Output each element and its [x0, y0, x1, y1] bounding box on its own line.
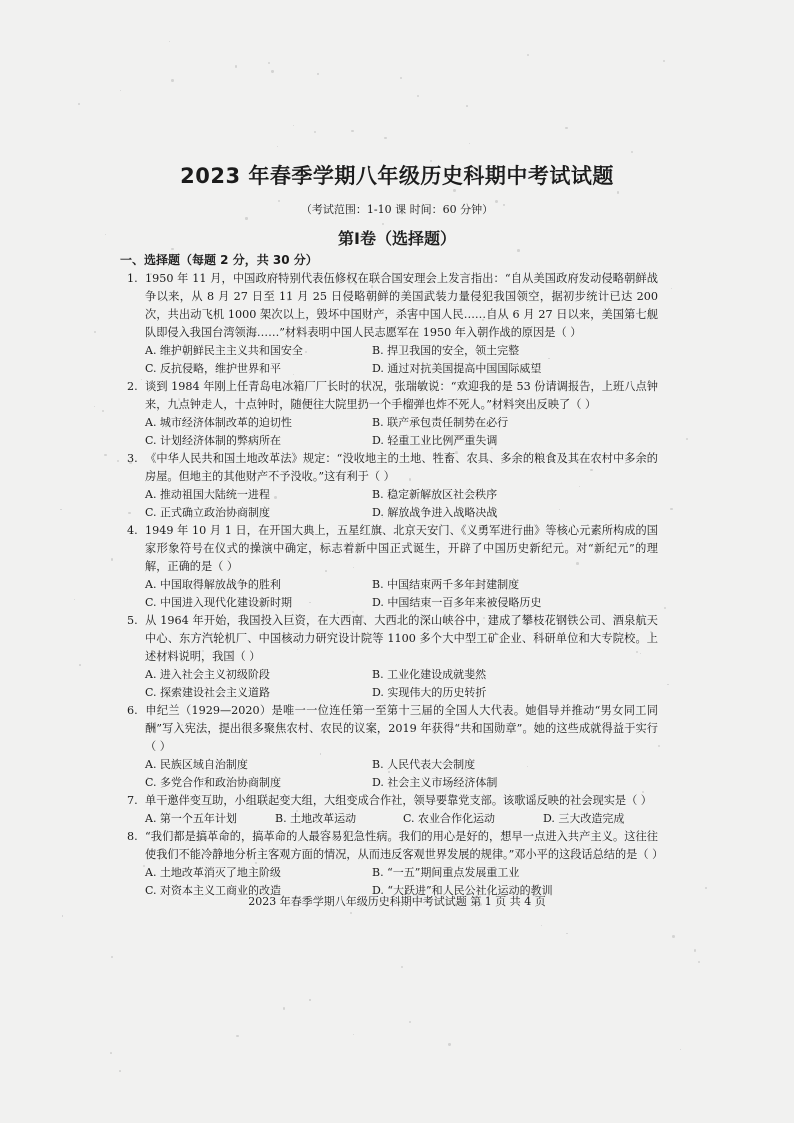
- answer-option: B. 捍卫我国的安全，领土完整: [372, 344, 520, 357]
- scan-noise-speck: [353, 1034, 354, 1035]
- answer-option: D. “大跃进”和人民公社化运动的教训: [372, 884, 553, 897]
- answer-option: A. 民族区域自治制度: [145, 758, 248, 771]
- scan-noise-speck: [382, 517, 383, 518]
- scan-noise-speck: [680, 1049, 681, 1050]
- scan-noise-speck: [384, 137, 386, 139]
- scan-noise-speck: [565, 127, 567, 129]
- answer-option: A. 进入社会主义初级阶段: [145, 668, 270, 681]
- scan-noise-speck: [566, 933, 568, 935]
- scan-noise-speck: [110, 1052, 112, 1054]
- question-stem: [118, 612, 658, 666]
- question-number: 5.: [127, 614, 138, 627]
- answer-option: C. 反抗侵略，维护世界和平: [145, 362, 282, 375]
- scan-noise-speck: [541, 925, 542, 926]
- answer-option: A. 维护朝鲜民主主义共和国安全: [145, 344, 303, 357]
- answer-option: C. 正式确立政治协商制度: [145, 506, 271, 519]
- scan-noise-speck: [296, 810, 298, 812]
- question-item: [118, 792, 658, 828]
- scan-noise-speck: [672, 935, 675, 938]
- scan-noise-speck: [74, 599, 75, 600]
- option-group: [118, 756, 658, 792]
- option-group: [118, 810, 658, 828]
- answer-option: B. 中国结束两千多年封建制度: [372, 578, 520, 591]
- question-stem: [118, 522, 658, 576]
- scan-noise-speck: [631, 151, 633, 153]
- scan-noise-speck: [317, 73, 318, 74]
- scan-noise-speck: [653, 728, 654, 729]
- question-number: 3.: [127, 452, 138, 465]
- scan-noise-speck: [469, 143, 470, 144]
- answer-option: A. 推动祖国大陆统一进程: [145, 488, 270, 501]
- scan-noise-speck: [255, 862, 256, 863]
- answer-option: D. 通过对抗美国提高中国国际威望: [372, 362, 542, 375]
- question-number: 2.: [127, 380, 138, 393]
- scan-noise-speck: [119, 1070, 121, 1072]
- scan-noise-speck: [351, 130, 354, 133]
- answer-option: A. 土地改革消灭了地主阶级: [145, 866, 281, 879]
- question-item: [118, 270, 658, 378]
- scan-noise-speck: [293, 125, 294, 126]
- answer-option: C. 计划经济体制的弊病所在: [145, 434, 282, 447]
- scan-noise-speck: [503, 204, 504, 205]
- scan-noise-speck: [548, 358, 549, 359]
- exam-meta: （考试范围：1-10 课 时间：60 分钟）: [300, 203, 494, 216]
- scan-noise-speck: [111, 558, 113, 560]
- scan-noise-speck: [283, 1007, 285, 1009]
- option-group: [118, 666, 658, 702]
- scan-noise-speck: [236, 1035, 238, 1037]
- scan-noise-speck: [178, 398, 181, 401]
- scan-noise-speck: [111, 956, 113, 958]
- scan-noise-speck: [60, 509, 62, 511]
- scan-noise-speck: [353, 567, 354, 568]
- scan-noise-speck: [663, 60, 665, 62]
- scan-noise-speck: [527, 54, 529, 56]
- scan-noise-speck: [314, 131, 316, 133]
- scan-noise-speck: [527, 327, 530, 330]
- answer-option: C. 探索建设社会主义道路: [145, 686, 271, 699]
- answer-option: B. 土地改革运动: [275, 812, 357, 825]
- option-group: [118, 576, 658, 612]
- scan-noise-speck: [271, 70, 273, 72]
- scan-noise-speck: [509, 713, 511, 715]
- question-number: 4.: [127, 524, 138, 537]
- scan-noise-speck: [650, 631, 652, 633]
- scan-noise-speck: [350, 912, 352, 914]
- scan-noise-speck: [453, 189, 456, 192]
- scan-noise-speck: [620, 821, 623, 824]
- scan-noise-speck: [245, 217, 247, 219]
- scan-noise-speck: [658, 745, 660, 747]
- answer-option: C. 农业合作化运动: [403, 812, 496, 825]
- question-item: [118, 450, 658, 522]
- scan-noise-speck: [448, 1043, 450, 1045]
- answer-option: B. “一五”期间重点发展重工业: [372, 866, 520, 879]
- scan-noise-speck: [400, 77, 403, 80]
- scan-noise-speck: [698, 961, 700, 963]
- scan-noise-speck: [79, 664, 81, 666]
- option-group: [118, 342, 658, 378]
- question-stem: [118, 270, 658, 342]
- answer-option: C. 中国进入现代化建设新时期: [145, 596, 293, 609]
- scan-noise-speck: [120, 90, 122, 92]
- question-stem: [118, 828, 664, 864]
- question-stem: [118, 702, 658, 756]
- question-item: [118, 522, 658, 612]
- question-text: 单干邀伴变互助，小组联起变大组，大组变成合作社，领导要靠党支部。该歌谣反映的社会现实是（ ）: [145, 794, 652, 807]
- question-stem: [118, 792, 658, 810]
- scan-noise-speck: [143, 865, 145, 867]
- scan-noise-speck: [309, 999, 310, 1000]
- scan-noise-speck: [686, 438, 689, 441]
- scan-noise-speck: [670, 508, 673, 511]
- question-text: 申纪兰（1929—2020）是唯一一位连任第一至第十三届的全国人大代表。她倡导并推动“男女同工同酬”写入宪法，提出很多聚焦农村、农民的议案，2019 年获得“共和国勋章”。她的这些成就得益于实行（ ）: [145, 704, 658, 753]
- answer-option: D. 轻重工业比例严重失调: [372, 434, 498, 447]
- scan-noise-speck: [277, 146, 278, 147]
- scan-noise-speck: [278, 200, 280, 202]
- question-text: 《中华人民共和国土地改革法》规定：“没收地主的土地、牲畜、农具、多余的粮食及其在农村中多余的房屋。但地主的其他财产不予没收。”这有利于（ ）: [145, 452, 658, 483]
- question-item: [118, 378, 658, 450]
- scan-noise-speck: [94, 331, 96, 333]
- scan-noise-speck: [409, 1021, 411, 1023]
- scan-noise-speck: [305, 351, 307, 353]
- scan-noise-speck: [705, 887, 707, 889]
- scan-noise-speck: [62, 915, 63, 916]
- scan-noise-speck: [102, 410, 104, 412]
- scan-noise-speck: [417, 95, 419, 97]
- question-item: [118, 702, 658, 792]
- scan-noise-speck: [462, 387, 465, 390]
- scan-noise-speck: [129, 461, 132, 464]
- question-stem: [118, 450, 658, 486]
- scan-noise-speck: [337, 274, 339, 276]
- answer-option: C. 多党合作和政治协商制度: [145, 776, 282, 789]
- scan-noise-speck: [491, 447, 493, 449]
- question-text: 谈到 1984 年刚上任青岛电冰箱厂厂长时的状况，张瑞敏说：“欢迎我的是 53 份请调报告，上班八点钟来，九点钟走人，十点钟时，随便往大院里扔一个手榴弹也炸不死人。”材料突出反映了（ ）: [145, 380, 658, 411]
- scan-noise-speck: [517, 249, 520, 252]
- question-stem: [118, 378, 658, 414]
- question-number: 8.: [127, 830, 138, 843]
- scan-noise-speck: [325, 570, 327, 572]
- scan-noise-speck: [304, 526, 305, 527]
- scan-noise-speck: [550, 177, 551, 178]
- scan-noise-speck: [292, 404, 295, 407]
- question-number: 6.: [127, 704, 138, 717]
- scan-noise-speck: [617, 191, 620, 194]
- scan-noise-speck: [181, 724, 183, 726]
- scan-noise-speck: [354, 282, 357, 285]
- answer-option: D. 社会主义市场经济体制: [372, 776, 498, 789]
- scan-noise-speck: [337, 612, 338, 613]
- exam-title: 2023 年春季学期八年级历史科期中考试试题: [180, 164, 614, 188]
- scan-noise-speck: [169, 41, 170, 42]
- answer-option: D. 三大改造完成: [543, 812, 625, 825]
- question-item: [118, 612, 658, 702]
- scan-noise-speck: [287, 298, 290, 301]
- scan-noise-speck: [636, 651, 638, 653]
- scan-noise-speck: [479, 903, 482, 906]
- scan-noise-speck: [104, 454, 107, 457]
- scan-noise-speck: [268, 62, 270, 64]
- question-text: 1950 年 11 月，中国政府特别代表伍修权在联合国安理会上发言指出：“自从美国政府发动侵略朝鲜战争以来，从 8 月 27 日至 11 月 25 日侵略朝鲜的美国武装力量侵犯我国领空，据初步统计已达 200 次，共出动飞机 1000 架次以上，毁坏中国财产，杀害中国人民……自从 6 月 27 日以来，美国第七舰队即侵入我国台湾领海……”材料表明中国人民志愿军在 1950 年入朝作战的原因是（ ）: [145, 272, 658, 339]
- answer-option: D. 解放战争进入战略决战: [372, 506, 498, 519]
- option-group: [118, 414, 658, 450]
- scan-noise-speck: [667, 684, 668, 685]
- page-footer: 2023 年春季学期八年级历史科期中考试试题 第 1 页 共 4 页: [248, 895, 546, 908]
- question-number: 1.: [127, 272, 138, 285]
- question-number: 7.: [127, 794, 138, 807]
- answer-option: B. 工业化建设成就斐然: [372, 668, 487, 681]
- part-heading: 一、选择题（每题 2 分，共 30 分）: [120, 253, 318, 267]
- scan-noise-speck: [361, 615, 363, 617]
- scan-noise-speck: [664, 607, 667, 610]
- answer-option: B. 人民代表大会制度: [372, 758, 476, 771]
- answer-option: D. 中国结束一百多年来被侵略历史: [372, 596, 542, 609]
- scan-noise-speck: [466, 489, 468, 491]
- answer-option: A. 中国取得解放战争的胜利: [145, 578, 281, 591]
- scan-noise-speck: [671, 288, 672, 289]
- scan-noise-speck: [576, 562, 579, 565]
- scan-noise-speck: [199, 179, 200, 180]
- question-item: [118, 828, 664, 900]
- scan-noise-speck: [466, 105, 468, 107]
- scan-noise-speck: [128, 512, 130, 514]
- scan-noise-speck: [229, 557, 230, 558]
- question-list: [118, 270, 664, 900]
- scan-noise-speck: [401, 966, 403, 968]
- answer-option: D. 实现伟大的历史转折: [372, 686, 487, 699]
- scan-noise-speck: [117, 460, 119, 462]
- answer-option: C. 对资本主义工商业的改造: [145, 884, 282, 897]
- scan-noise-speck: [235, 65, 238, 68]
- scan-noise-speck: [527, 766, 528, 767]
- answer-option: A. 第一个五年计划: [145, 812, 237, 825]
- scan-noise-speck: [171, 79, 174, 82]
- section-title: 第Ⅰ卷（选择题）: [338, 229, 456, 248]
- scan-noise-speck: [212, 693, 214, 695]
- scan-noise-speck: [579, 486, 580, 487]
- answer-option: B. 稳定新解放区社会秩序: [372, 488, 498, 501]
- scan-noise-speck: [78, 103, 80, 105]
- scan-noise-speck: [261, 490, 262, 491]
- scan-noise-speck: [94, 406, 95, 407]
- answer-option: B. 联产承包责任制势在必行: [372, 416, 509, 429]
- question-text: 从 1964 年开始，我国投入巨资，在大西南、大西北的深山峡谷中，建成了攀枝花钢铁公司、酒泉航天中心、东方汽轮机厂、中国核动力研究设计院等 1100 多个大中型工矿企业、科研单位和大专院校。上述材料说明，我国（ ）: [145, 614, 658, 663]
- option-group: [118, 486, 658, 522]
- answer-option: A. 城市经济体制改革的迫切性: [145, 416, 292, 429]
- scan-noise-speck: [350, 315, 352, 317]
- question-text: 1949 年 10 月 1 日，在开国大典上，五星红旗、北京天安门、《义勇军进行曲》等核心元素所构成的国家形象符号在仪式的操演中确定，标志着新中国正式诞生，开辟了中国历史新纪元。对“新纪元”的理解，正确的是（ ）: [145, 524, 658, 573]
- question-text: “我们都是搞革命的，搞革命的人最容易犯急性病。我们的用心是好的，想早一点进入共产主义。这往往使我们不能冷静地分析主客观方面的情况，从而违反客观世界发展的规律。”邓小平的这段话总结的是（ ）: [145, 830, 664, 861]
- scan-noise-speck: [274, 412, 275, 413]
- scan-noise-speck: [320, 753, 321, 754]
- scan-noise-speck: [694, 949, 696, 951]
